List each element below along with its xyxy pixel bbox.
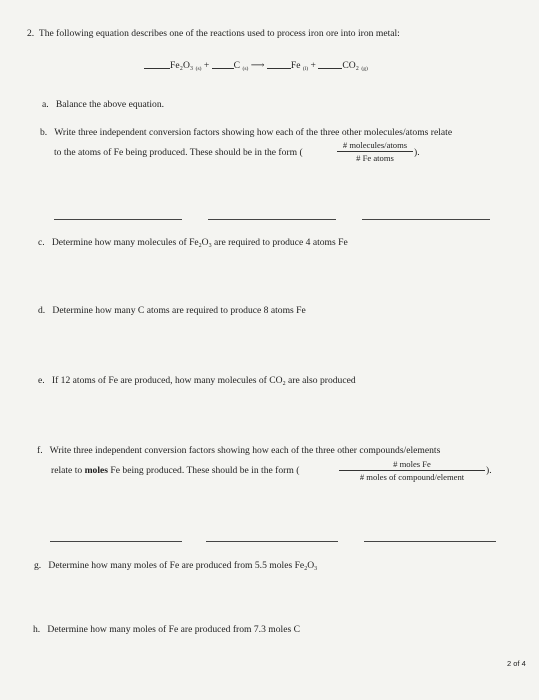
answer-line-f3[interactable] <box>364 541 496 542</box>
reactant-fe2o3: Fe₂O₃ <box>170 60 194 71</box>
part-f-close: ). <box>486 465 492 476</box>
part-b-fraction <box>339 139 411 164</box>
subscript: 2 <box>304 566 308 572</box>
part-f-label: f. <box>37 445 43 456</box>
part-f-fraction-denominator: # moles of compound/element <box>359 472 465 482</box>
part-b-close: ). <box>414 147 420 158</box>
part-b-text-line1: Write three independent conversion factors showing how each of the three other molecules/atoms relate <box>54 127 453 138</box>
part-g-text: Determine how many moles of Fe are produced from 5.5 moles Fe <box>48 560 305 571</box>
part-f-fraction-numerator: # moles Fe <box>393 459 431 469</box>
reactant2-state: (s) <box>242 66 249 72</box>
part-d-label: d. <box>38 305 46 316</box>
part-b-line2 <box>54 147 303 159</box>
subscript: 3 <box>314 566 318 572</box>
part-c-text: Determine how many molecules of Fe <box>51 237 199 248</box>
reactant1-state: (s) <box>195 66 202 72</box>
product1-state: (l) <box>302 66 309 72</box>
part-a-label: a. <box>42 99 49 110</box>
part-h-text: Determine how many moles of Fe are produced from 7.3 moles C <box>47 624 300 635</box>
part-f-line1 <box>37 445 440 457</box>
answer-line-b2[interactable] <box>208 219 336 220</box>
part-h <box>33 624 300 636</box>
coefficient-blank-1[interactable] <box>144 59 170 69</box>
part-h-label: h. <box>33 624 41 635</box>
coefficient-blank-2[interactable] <box>212 59 234 69</box>
question-header <box>27 28 400 40</box>
answer-line-f1[interactable] <box>50 541 182 542</box>
subscript: 3 <box>208 243 212 249</box>
part-f-fraction <box>341 458 483 483</box>
reactant-c: C <box>233 60 241 71</box>
part-c-label: c. <box>38 237 45 248</box>
part-e-text-end: are also produced <box>285 375 356 386</box>
part-c-text-end: are required to produce 4 atoms Fe <box>211 237 348 248</box>
subscript: 2 <box>282 381 286 387</box>
chemical-equation <box>144 59 368 75</box>
part-b-text-line2: to the atoms of Fe being produced. These should be in the form ( <box>54 147 303 158</box>
part-a-text: Balance the above equation. <box>55 99 165 110</box>
plus-sign-2: + <box>310 60 316 71</box>
question-number: 2. <box>27 28 35 39</box>
part-g-oxygen: O <box>307 560 315 571</box>
part-f-bold-moles: moles <box>84 465 109 476</box>
answer-line-b1[interactable] <box>54 219 182 220</box>
product-fe: Fe <box>290 60 301 71</box>
answer-line-f2[interactable] <box>206 541 338 542</box>
part-f-text-post: Fe being produced. These should be in the form ( <box>108 465 300 476</box>
part-b-fraction-denominator: # Fe atoms <box>356 153 394 163</box>
part-f-text-pre: relate to <box>51 465 85 476</box>
product-co2: CO₂ <box>342 60 359 71</box>
answer-line-b3[interactable] <box>362 219 490 220</box>
part-f-line2 <box>51 465 299 477</box>
part-g <box>34 560 317 572</box>
part-b-label: b. <box>40 127 48 138</box>
coefficient-blank-3[interactable] <box>267 59 291 69</box>
subscript: 2 <box>198 243 202 249</box>
part-e-text: If 12 atoms of Fe are produced, how many molecules of CO <box>51 375 283 386</box>
question-text: The following equation describes one of the reactions used to process iron ore into iron metal: <box>38 28 400 39</box>
part-g-label: g. <box>34 560 42 571</box>
part-d <box>38 305 306 317</box>
coefficient-blank-4[interactable] <box>318 59 342 69</box>
part-b-fraction-numerator: # molecules/atoms <box>342 140 408 150</box>
reaction-arrow: ⟶ <box>250 60 265 71</box>
product2-state: (g) <box>361 66 368 72</box>
plus-sign-1: + <box>203 60 210 71</box>
page-number: 2 of 4 <box>507 659 526 668</box>
part-e <box>38 375 356 387</box>
part-d-text: Determine how many C atoms are required to produce 8 atoms Fe <box>52 305 306 316</box>
part-c: c. Determine how many molecules of $Fe_2O_3$ are required to produce 4 atoms Fe <box>38 237 348 249</box>
part-b-line1 <box>40 127 452 139</box>
part-a <box>42 99 164 111</box>
part-f-text-line1: Write three independent conversion factors showing how each of the three other compounds/elements <box>49 445 441 456</box>
part-e-label: e. <box>38 375 45 386</box>
